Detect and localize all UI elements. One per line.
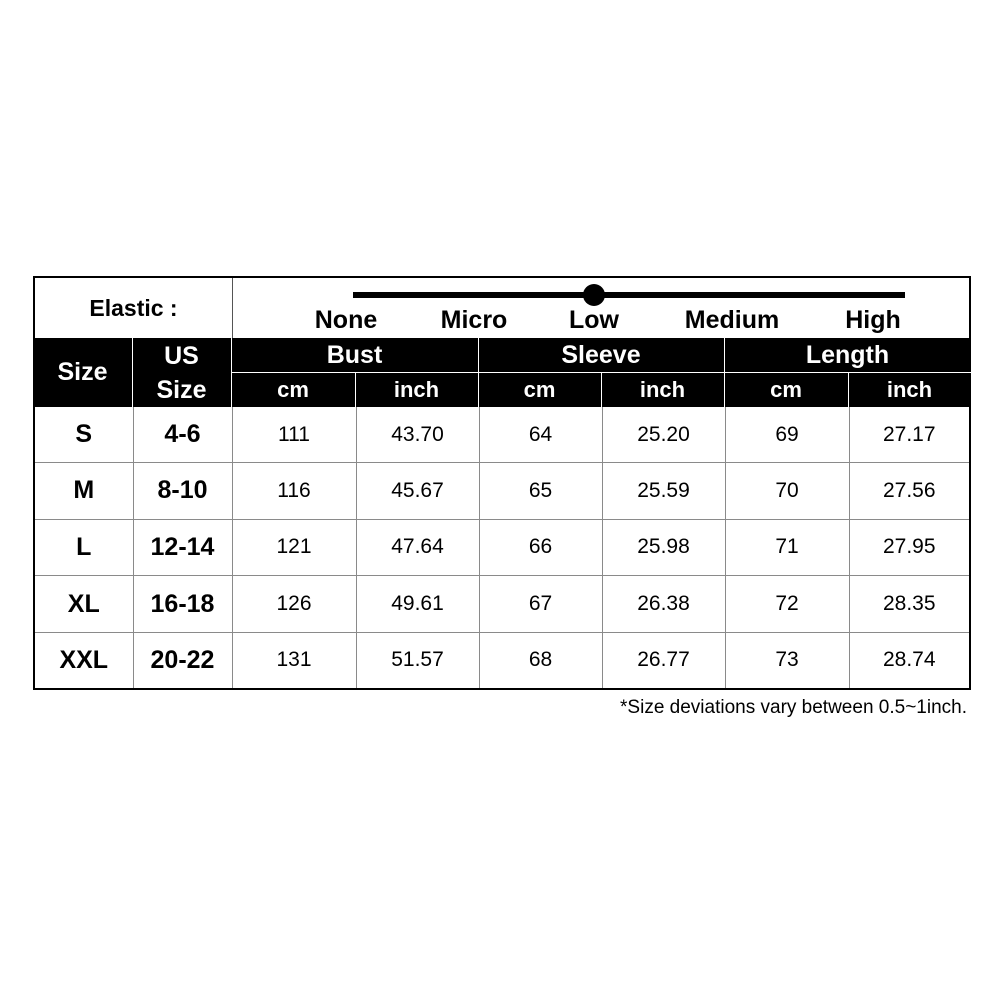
bust-cm-cell: 111 [232, 407, 356, 463]
bust-inch-cell: 49.61 [356, 576, 479, 633]
size-chart [33, 276, 971, 690]
sleeve-cm-cell: 67 [479, 576, 602, 633]
sleeve-cm-cell: 66 [479, 519, 602, 576]
header-divider [355, 372, 356, 407]
header-unit: cm [277, 377, 309, 402]
length-inch-cell: 28.35 [849, 576, 969, 633]
length-cm-cell: 72 [725, 576, 849, 633]
sleeve-inch-cell: 25.20 [602, 407, 725, 463]
us-size-cell: 16-18 [133, 576, 232, 633]
size-cell: M [35, 463, 133, 520]
table-row [35, 463, 969, 520]
sleeve-inch-cell: 25.59 [602, 463, 725, 520]
us-size-cell: 12-14 [133, 519, 232, 576]
table-body [33, 407, 971, 690]
table-row [35, 576, 969, 633]
elastic-level-micro: Micro [440, 306, 508, 334]
bust-cm-cell: 116 [232, 463, 356, 520]
header-divider [848, 372, 849, 407]
header-unit: cm [523, 377, 556, 402]
sleeve-inch-cell: 25.98 [602, 519, 725, 576]
bust-inch-cell: 45.67 [356, 463, 479, 520]
bust-cm-cell: 131 [232, 632, 356, 688]
size-cell: L [35, 519, 133, 576]
length-cm-cell: 70 [725, 463, 849, 520]
elastic-level-none: None [314, 306, 378, 334]
sleeve-inch-cell: 26.77 [602, 632, 725, 688]
elastic-level-medium: Medium [684, 306, 780, 334]
header-divider [601, 372, 602, 407]
header-size: Size [57, 358, 108, 386]
bust-cm-cell: 126 [232, 576, 356, 633]
table-header [33, 338, 971, 407]
elastic-level-high: High [845, 306, 901, 334]
header-us-size [132, 338, 231, 407]
elastic-scale-line [353, 292, 905, 298]
header-group-length: Length [805, 340, 890, 369]
footnote: *Size deviations vary between 0.5~1inch. [620, 697, 967, 718]
sleeve-inch-cell: 26.38 [602, 576, 725, 633]
header-group-bust: Bust [326, 340, 383, 369]
elastic-label: Elastic : [35, 278, 233, 338]
bust-inch-cell: 47.64 [356, 519, 479, 576]
bust-cm-cell: 121 [232, 519, 356, 576]
header-unit: inch [393, 377, 440, 402]
header-divider [132, 338, 133, 407]
us-size-cell: 4-6 [133, 407, 232, 463]
elastic-level-marker [583, 284, 605, 306]
size-cell: XL [35, 576, 133, 633]
table-row [35, 407, 969, 463]
header-us-size-line2: Size [156, 375, 207, 404]
length-cm-cell: 73 [725, 632, 849, 688]
sleeve-cm-cell: 68 [479, 632, 602, 688]
length-inch-cell: 27.56 [849, 463, 969, 520]
bust-inch-cell: 43.70 [356, 407, 479, 463]
length-inch-cell: 28.74 [849, 632, 969, 688]
header-unit: inch [639, 377, 686, 402]
size-cell: XXL [35, 632, 133, 688]
sleeve-cm-cell: 64 [479, 407, 602, 463]
us-size-cell: 20-22 [133, 632, 232, 688]
table-row [35, 519, 969, 576]
length-cm-cell: 69 [725, 407, 849, 463]
sleeve-cm-cell: 65 [479, 463, 602, 520]
header-us-size-line1: US [164, 341, 199, 370]
elastic-row [33, 276, 971, 338]
length-inch-cell: 27.17 [849, 407, 969, 463]
size-table [35, 407, 969, 688]
header-unit: cm [770, 377, 802, 402]
header-group-sleeve: Sleeve [561, 340, 641, 369]
elastic-level-low: Low [569, 306, 619, 334]
us-size-cell: 8-10 [133, 463, 232, 520]
length-inch-cell: 27.95 [849, 519, 969, 576]
size-cell: S [35, 407, 133, 463]
table-row [35, 632, 969, 688]
length-cm-cell: 71 [725, 519, 849, 576]
bust-inch-cell: 51.57 [356, 632, 479, 688]
header-unit: inch [886, 377, 933, 402]
